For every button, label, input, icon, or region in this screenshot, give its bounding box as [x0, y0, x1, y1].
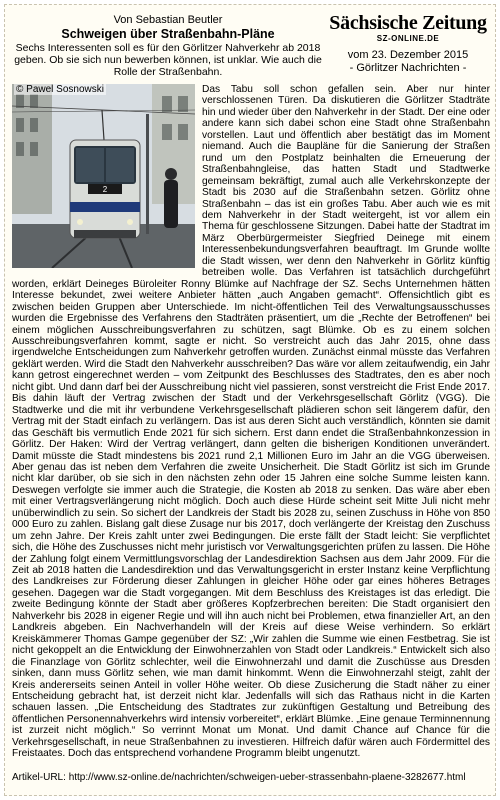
tram-route-number: 2: [102, 185, 108, 194]
article-url-line: [12, 772, 466, 784]
article-header: [8, 14, 328, 78]
newspaper-site: SZ-ONLINE.DE: [376, 34, 440, 43]
publication-date: vom 23. Dezember 2015: [347, 49, 469, 61]
photo-spacer: [12, 84, 202, 272]
article-body-text: Das Tabu soll schon gefallen sein. Aber nur hinter verschlossenen Türen. Da diskutieren die Görlitzer Stadträte hin und wieder über den Nahverkehr in der Stadt. Der eine oder andere kann sich dabei schon eine Stadt ohne Straßenbahn vorstellen. Laut und öffentlich aber bestätigt das im Moment niemand. Auch die Baupläne für die Sanierung der Straßen rund um den Postplatz beinhalten die Erneuerung der Straßenbahngleise, das hatten Stadt und Stadtwerke gemeinsam bekräftigt, zumal auch alle Verkehrskonzepte der Stadt bis 2030 auf die Straßenbahn setzen. Görlitz ohne Straßenbahn – das ist ein großes Tabu. Aber auch wie es mit dem Nahverkehr in der Stadt weitergeht, ist vor allem ein Thema für geschlossene Sitzungen. Dabei hatte der Stadtrat im März Oberbürgermeister Siegfried Deinege mit einem Interessenbekundungsverfahren beauftragt. Im Grunde wollte die Stadt wissen, wer denn den Nahverkehr in Görlitz künftig betreiben wolle. Das Verfahren ist tatsächlich durchgeführt worden, erklärt Deineges Büroleiter Ronny Blümke auf Nachfrage der SZ. Sechs Unternehmen hätten Interesse bekundet, zwei weitere Anbieter hätten „auch Angaben gemacht“. Offensichtlich gibt es zwischen beiden Gruppen aber Unterschiede. Im nicht-öffentlichen Teil des Verwaltungsausschusses wurden die Ergebnisse des Verfahrens den Stadträten präsentiert, um die „Rechte der Betroffenen“ bei einem möglichen Ausschreibungsverfahren zu schützen, sagt Blümke. Ob es zu einem solchen Ausschreibungsverfahren kommt, sagte er nicht. So verstreicht auch das Jahr 2015, ohne dass irgendwelche Entscheidungen zum Nahverkehr getroffen wurden. Zunächst einmal müsste das Verfahren geklärt werden. Wird die Stadt den Nahverkehr ausschreiben? Das wäre vor allem zeitaufwendig, ein Jahr kann getrost eingerechnet werden – vom Zeitpunkt des Beschlusses des Stadtrates, den es aber noch nicht gibt. Und dann darf bei der Ausschreibung nicht viel passieren, sonst verstreicht die Frist Ende 2017. Bis dahin läuft der Vertrag zwischen der Stadt und der Verkehrsgesellschaft Görlitz (VGG). Die Stadtwerke und die mit ihr verbundene Verkehrsgesellschaft plädieren schon seit längerem dafür, den Vertrag mit der Stadt einfach zu verlängern. Das ist aus deren Sicht auch verständlich, könnten sie damit das Geschäft bis vermutlich Ende 2021 für sich sichern. Erst dann endet die Straßenbahnkonzession in Görlitz. Der Haken: Wird der Vertrag verlängert, dann gelten die bisherigen Konditionen unverändert. Damit müsste die Stadt mindestens bis 2021 rund 2,1 Millionen Euro im Jahr an die VGG überweisen. Aber genau das ist neben dem Verfahren die zweite Unsicherheit. Die Stadt Görlitz ist sich im Grunde nicht klar darüber, ob sie sich in den nächsten zehn oder 15 Jahren eine solche Summe leisten kann. Deswegen verfolgte sie immer auch die Strategie, die Kosten ab 2018 zu senken. Das wäre aber eben mit einer Vertragsverlängerung nicht möglich. Doch auch diese Hürde scheint seit Mitte Juli nicht mehr unüberwindlich zu sein. So sichert der Landkreis der Stadt bis 2028 zu, seinen Zuschuss in Höhe von 850 000 Euro zu zahlen. Bislang galt diese Zusage nur bis 2017, doch verlängerte der Kreistag den Zuschuss um zehn Jahre. Der Kreis zahlt unter zwei Bedingungen. Die erste fällt der Stadt leicht: Sie verpflichtet sich, die Höhe des Zuschusses nicht mehr juristisch vor Verwaltungsgerichten prüfen zu lassen. Die Höhe der Zahlung folgt einem Vermittlungsvorschlag der Landesdirektion Sachsen aus dem Jahr 2009. Für die Zeit ab 2018 hatten die Landesdirektion und das Verwaltungsgericht in erster Instanz keine Verpflichtung des Landkreises zur Förderung dieser Zahlungen in gleicher Höhe oder gar eines höheres Betrages gesehen. Dagegen war die Stadt vorgegangen. Mit dem Beschluss des Kreistages ist das erledigt. Die zweite Bedingung könnte der Stadt aber größeres Kopfzerbrechen bereiten: Die Stadt organisiert den Nahverkehr bis 2028 in eigener Regie und will ihn auch nicht bei Problemen, etwa finanzieller Art, an den Landkreis abgeben. Ein Nachverhandeln will der Kreis auf diese Weise verhindern. So erklärt Kreiskämmerer Thomas Gampe gegenüber der SZ: „Wir zahlen die Summe wie einen Festbetrag. Sie ist nicht gekoppelt an die Entwicklung der Einwohnerzahlen von Stadt oder Landkreis.“ Entwickelt sich also die Finanzlage von Görlitz schlechter, weil die Einwohnerzahl und damit die Zuschüsse aus Dresden sinken, dann muss Görlitz sehen, wie man damit hinkommt. Wenn die Einwohnerzahl steigt, zahlt der Kreis andererseits seinen Anteil in voller Höhe weiter. Ob diese Zusicherung die Stadt näher zu einer Entscheidung gebracht hat, ist derzeit nicht klar. Jedenfalls will sich das Rathaus nicht in die Karten schauen lassen. „Die Entscheidung des Stadtrates zur zukünftigen Gestaltung und Betreibung des öffentlichen Personennahverkehrs wird intensiv vorbereitet“, erklärt Blümke. „Eine genaue Terminnennung ist zurzeit nicht möglich.“ So verrinnt Monat um Monat. Und damit Chance auf Chance für die Verkehrsgesellschaft, in neue Straßenbahnen zu investieren. Hilfreich dafür wären auch Fördermittel des Freistaates. Doch das entsprechend vorhandene Programm bleibt ungenutzt.: [12, 84, 490, 760]
article-url-link[interactable]: http://www.sz-online.de/nachrichten/schweigen-ueber-strassenbahn-plaene-3282677.html: [68, 772, 466, 783]
newspaper-logo: Sächsische Zeitung: [329, 12, 487, 34]
author-line: Von Sebastian Beutler: [113, 14, 223, 26]
section-name: - Görlitzer Nachrichten -: [349, 62, 467, 74]
article-url-label: Artikel-URL:: [12, 772, 66, 783]
article-teaser: Sechs Interessenten soll es für den Görlitzer Nahverkehr ab 2018 geben. Ob sie sich nun bewerben können, ist unklar. Wie auch die Rolle der Straßenbahn.: [14, 42, 322, 78]
photo-credit: © Pawel Sosnowski: [16, 84, 104, 95]
article-headline: Schweigen über Straßenbahn-Pläne: [61, 27, 275, 41]
article-body: [12, 84, 490, 760]
masthead: [328, 12, 488, 75]
